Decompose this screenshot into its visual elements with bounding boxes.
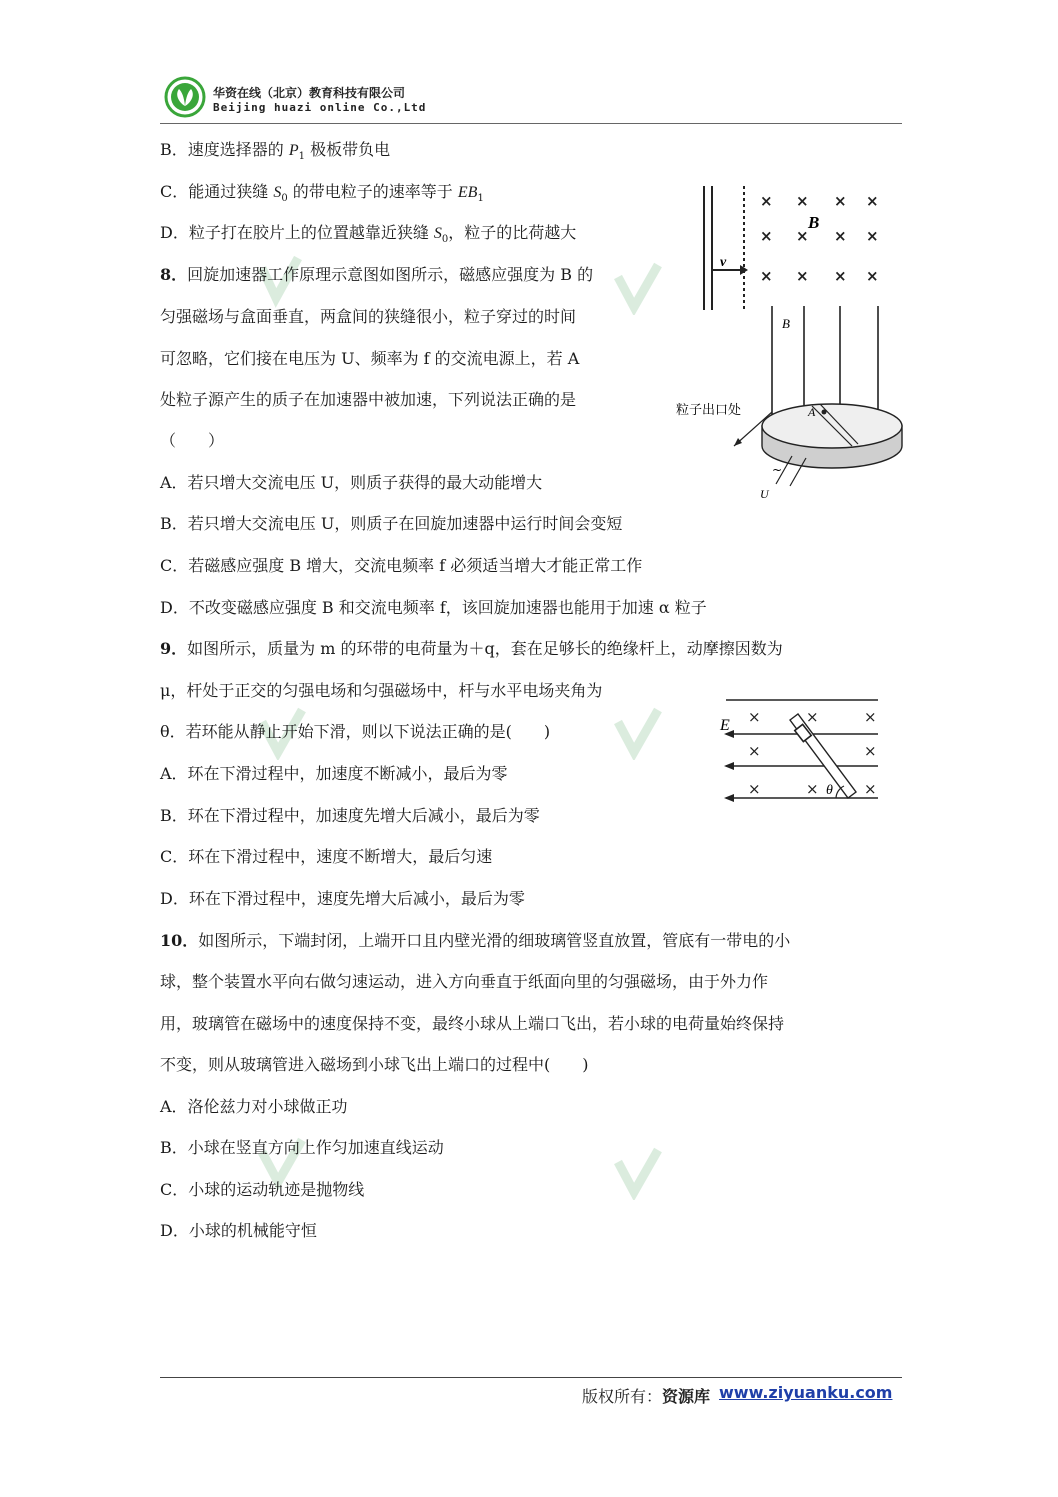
field-cross: × — [748, 742, 761, 760]
field-cross: × — [796, 267, 809, 285]
q9-option-d: D．环在下滑过程中，速度先增大后减小，最后为零 — [160, 889, 525, 908]
q7-option-b: B．速度选择器的 $P_1$ 极板带负电 — [160, 140, 391, 163]
q10-option-a: A．洛伦兹力对小球做正功 — [160, 1097, 348, 1116]
q8-option-a: A．若只增大交流电压 U，则质子获得的最大动能增大 — [160, 473, 543, 492]
field-cross: × — [866, 227, 879, 245]
field-cross: × — [866, 267, 879, 285]
velocity-selector-figure — [698, 186, 888, 310]
watermark-logo-icon — [614, 1140, 674, 1200]
q10-option-b: B．小球在竖直方向上作匀加速直线运动 — [160, 1138, 444, 1157]
q9-stem-line-2: μ，杆处于正交的匀强电场和匀强磁场中，杆与水平电场夹角为 — [160, 681, 603, 700]
field-cross: × — [748, 780, 761, 798]
ring-rod-figure — [718, 690, 884, 806]
q10-stem-line-1: 10．如图所示，下端封闭，上端开口且内壁光滑的细玻璃管竖直放置，管底有一带电的小 — [160, 931, 791, 950]
company-name-cn: 华资在线（北京）教育科技有限公司 — [213, 86, 406, 100]
voltage-label-u: U — [760, 487, 769, 501]
field-cross: × — [864, 742, 877, 760]
field-cross: × — [796, 227, 809, 245]
footer-site-link[interactable]: www.ziyuanku.com — [719, 1383, 893, 1402]
q10-stem-line-3: 用，玻璃管在磁场中的速度保持不变，最终小球从上端口飞出，若小球的电荷量始终保持 — [160, 1014, 785, 1033]
q8-option-b: B．若只增大交流电压 U，则质子在回旋加速器中运行时间会变短 — [160, 514, 623, 533]
field-label-b: B — [808, 213, 820, 232]
field-cross: × — [866, 192, 879, 210]
q8-stem-line-1: 8．回旋加速器工作原理示意图如图所示，磁感应强度为 B 的 — [160, 265, 594, 284]
q9-option-b: B．环在下滑过程中，加速度先增大后减小，最后为零 — [160, 806, 540, 825]
field-cross: × — [864, 708, 877, 726]
watermark-logo-icon — [614, 700, 674, 760]
angle-label-theta: θ — [826, 783, 833, 798]
q7-option-c: C．能通过狭缝 $S_0$ 的带电粒子的速率等于 $EB_1$ — [160, 182, 484, 205]
field-cross: × — [864, 780, 877, 798]
field-cross: × — [806, 708, 819, 726]
svg-text:~: ~ — [772, 463, 783, 477]
q8-stem-line-5: （ ） — [160, 431, 225, 450]
company-logo — [164, 76, 206, 118]
q9-option-c: C．环在下滑过程中，速度不断增大，最后匀速 — [160, 847, 493, 866]
q7-option-d: D．粒子打在胶片上的位置越靠近狭缝 $S_0$，粒子的比荷越大 — [160, 223, 577, 246]
field-cross: × — [796, 192, 809, 210]
q8-stem-line-3: 可忽略，它们接在电压为 U、频率为 f 的交流电源上，若 A — [160, 349, 580, 368]
q8-stem-line-2: 匀强磁场与盒面垂直，两盒间的狭缝很小，粒子穿过的时间 — [160, 307, 577, 326]
q10-stem-line-4: 不变，则从玻璃管进入磁场到小球飞出上端口的过程中( ) — [160, 1055, 589, 1074]
watermark — [614, 1140, 674, 1204]
cyclotron-figure — [672, 306, 912, 502]
q9-option-a: A．环在下滑过程中，加速度不断减小，最后为零 — [160, 764, 508, 783]
q9-stem-line-3: θ．若环能从静止开始下滑，则以下说法正确的是( ) — [160, 722, 551, 741]
q8-option-d: D．不改变磁感应强度 B 和交流电频率 f，该回旋加速器也能用于加速 α 粒子 — [160, 598, 707, 617]
q10-option-c: C．小球的运动轨迹是抛物线 — [160, 1180, 365, 1199]
source-label-a: A — [808, 405, 816, 419]
field-cross: × — [806, 780, 819, 798]
watermark — [614, 700, 674, 764]
cyclotron-field-label: B — [782, 316, 790, 331]
company-name-en: Beijing huazi online Co.,Ltd — [213, 101, 427, 114]
footer-divider — [160, 1377, 902, 1378]
watermark — [614, 255, 674, 319]
q10-stem-line-2: 球，整个装置水平向右做匀速运动，进入方向垂直于纸面向里的匀强磁场，由于外力作 — [160, 972, 769, 991]
q8-option-c: C．若磁感应强度 B 增大，交流电频率 f 必须适当增大才能正常工作 — [160, 556, 643, 575]
field-label-e: E — [720, 717, 730, 734]
exit-label: 粒子出口处 — [676, 403, 742, 418]
field-cross: × — [834, 227, 847, 245]
q8-stem-line-4: 处粒子源产生的质子在加速器中被加速，下列说法正确的是 — [160, 390, 577, 409]
field-cross: × — [760, 192, 773, 210]
q10-option-d: D．小球的机械能守恒 — [160, 1221, 317, 1240]
field-cross: × — [760, 267, 773, 285]
field-cross: × — [834, 267, 847, 285]
footer-copyright: 版权所有：资源库 — [582, 1387, 711, 1406]
watermark-logo-icon — [614, 255, 674, 315]
velocity-label: v — [720, 255, 727, 270]
q9-stem-line-1: 9．如图所示，质量为 m 的环带的电荷量为＋q，套在足够长的绝缘杆上，动摩擦因数为 — [160, 639, 783, 658]
field-cross: × — [748, 708, 761, 726]
field-cross: × — [760, 227, 773, 245]
header-divider — [160, 123, 902, 124]
field-cross: × — [834, 192, 847, 210]
